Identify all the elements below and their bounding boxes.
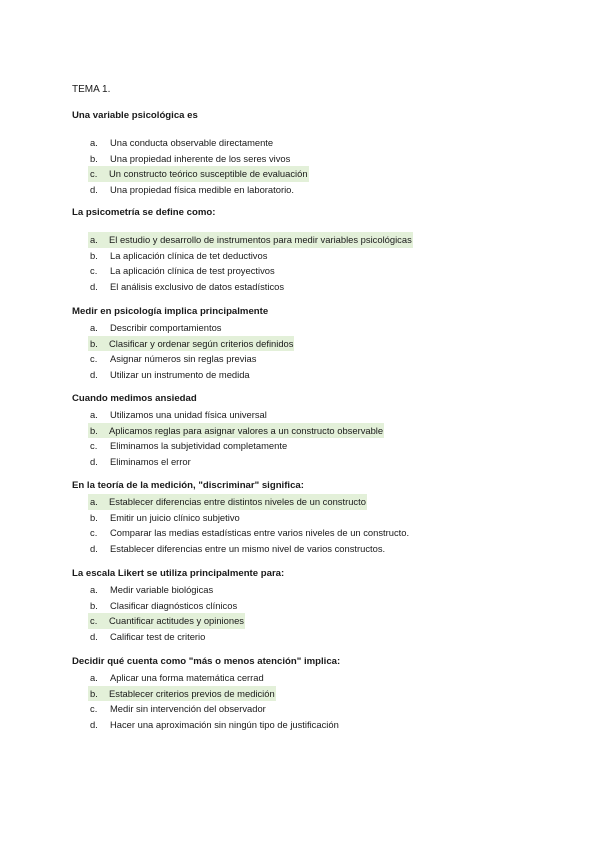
option-letter: a.	[90, 584, 98, 595]
option-text: Emitir un juicio clínico subjetivo	[110, 511, 240, 523]
options-list	[72, 407, 552, 469]
question-block	[72, 206, 552, 294]
option-item-highlighted	[72, 336, 552, 352]
option-item	[72, 701, 552, 717]
question-block	[72, 305, 552, 382]
option-text: Una propiedad física medible en laboratorio.	[110, 183, 294, 195]
option-text: Asignar números sin reglas previas	[110, 353, 257, 365]
option-item-highlighted	[72, 232, 552, 248]
option-letter: b.	[90, 152, 98, 164]
option-letter: c.	[90, 440, 98, 452]
option-text-highlighted: El estudio y desarrollo de instrumentos para medir variables psicológicas	[108, 232, 413, 248]
option-letter: d.	[90, 718, 98, 730]
option-item-highlighted	[72, 613, 552, 629]
option-letter: a.	[88, 232, 110, 248]
option-item	[72, 454, 552, 470]
option-item	[72, 582, 552, 598]
option-item	[72, 510, 552, 526]
option-item-highlighted	[72, 686, 552, 702]
option-letter: b.	[88, 686, 110, 702]
option-letter: b.	[88, 336, 110, 352]
option-item	[72, 407, 552, 423]
question-title: La psicometría se define como:	[72, 207, 216, 218]
option-item	[72, 320, 552, 336]
option-text: Eliminamos la subjetividad completamente	[110, 440, 288, 452]
option-text: Una conducta observable directamente	[110, 137, 274, 148]
option-letter: d.	[90, 368, 98, 380]
option-letter: b.	[88, 423, 110, 439]
option-letter: c.	[88, 166, 110, 182]
option-text: Medir sin intervención del observador	[110, 703, 266, 715]
option-text-highlighted: Un constructo teórico susceptible de evaluación	[108, 166, 309, 182]
option-letter: a.	[90, 409, 98, 420]
options-list	[72, 320, 552, 382]
option-item	[72, 135, 552, 151]
question-block	[72, 392, 552, 469]
option-item	[72, 438, 552, 454]
option-text: Calificar test de criterio	[110, 630, 206, 642]
option-letter: c.	[90, 527, 98, 539]
option-text: Aplicar una forma matemática cerrad	[110, 672, 264, 683]
option-item	[72, 248, 552, 264]
option-letter: d.	[90, 542, 98, 554]
option-text-highlighted: Clasificar y ordenar según criterios definidos	[108, 336, 294, 352]
option-letter: b.	[90, 599, 98, 611]
option-letter: c.	[90, 703, 98, 715]
option-text: La aplicación clínica de tet deductivos	[110, 249, 268, 261]
option-item	[72, 525, 552, 541]
option-text-highlighted: Aplicamos reglas para asignar valores a un constructo observable	[108, 423, 384, 439]
question-block	[72, 479, 552, 556]
option-letter: c.	[88, 613, 110, 629]
question-title: En la teoría de la medición, "discriminar" significa:	[72, 480, 304, 491]
question-title: Medir en psicología implica principalmente	[72, 306, 269, 317]
option-item	[72, 263, 552, 279]
option-letter: c.	[90, 353, 98, 365]
option-item-highlighted	[72, 494, 552, 510]
option-item	[72, 151, 552, 167]
question-title: Cuando medimos ansiedad	[72, 393, 197, 404]
option-item	[72, 541, 552, 557]
option-text: El análisis exclusivo de datos estadísticos	[110, 280, 285, 292]
option-text: Hacer una aproximación sin ningún tipo de justificación	[110, 718, 339, 730]
question-block	[72, 655, 552, 732]
option-letter: b.	[90, 249, 98, 261]
option-text: Establecer diferencias entre un mismo nivel de varios constructos.	[110, 542, 386, 554]
option-text-highlighted: Establecer diferencias entre distintos niveles de un constructo	[108, 494, 367, 510]
question-title: Una variable psicológica es	[72, 110, 198, 121]
option-item	[72, 717, 552, 733]
option-text: Clasificar diagnósticos clínicos	[110, 599, 238, 611]
option-text: Utilizar un instrumento de medida	[110, 368, 250, 380]
option-letter: d.	[90, 455, 98, 467]
option-text: Eliminamos el error	[110, 455, 191, 467]
options-list	[72, 670, 552, 732]
options-list	[72, 232, 552, 294]
option-letter: d.	[90, 630, 98, 642]
option-item-highlighted	[72, 423, 552, 439]
option-letter: d.	[90, 183, 98, 195]
question-title: La escala Likert se utiliza principalmente para:	[72, 568, 285, 579]
option-item	[72, 629, 552, 645]
option-text-highlighted: Cuantificar actitudes y opiniones	[108, 613, 245, 629]
section-title: TEMA 1.	[72, 84, 111, 95]
option-item	[72, 351, 552, 367]
option-text: La aplicación clínica de test proyectivos	[110, 265, 275, 277]
option-text-highlighted: Establecer criterios previos de medición	[108, 686, 276, 702]
option-item	[72, 279, 552, 295]
option-text: Utilizamos una unidad física universal	[110, 409, 267, 420]
option-item	[72, 367, 552, 383]
option-letter: a.	[90, 672, 98, 683]
question-title: Decidir qué cuenta como "más o menos atención" implica:	[72, 656, 341, 667]
question-block	[72, 567, 552, 644]
option-letter: a.	[90, 322, 98, 333]
option-letter: a.	[90, 137, 98, 148]
question-block	[72, 109, 552, 197]
options-list	[72, 494, 552, 556]
option-item	[72, 598, 552, 614]
option-item-highlighted	[72, 166, 552, 182]
option-letter: b.	[90, 511, 98, 523]
option-item	[72, 182, 552, 198]
option-letter: c.	[90, 265, 98, 277]
option-text: Una propiedad inherente de los seres vivos	[110, 152, 291, 164]
option-letter: a.	[88, 494, 110, 510]
option-letter: d.	[90, 280, 98, 292]
option-text: Comparar las medias estadísticas entre varios niveles de un constructo.	[110, 527, 410, 539]
options-list	[72, 135, 552, 197]
option-item	[72, 670, 552, 686]
option-text: Medir variable biológicas	[110, 584, 214, 595]
option-text: Describir comportamientos	[110, 322, 222, 333]
options-list	[72, 582, 552, 644]
